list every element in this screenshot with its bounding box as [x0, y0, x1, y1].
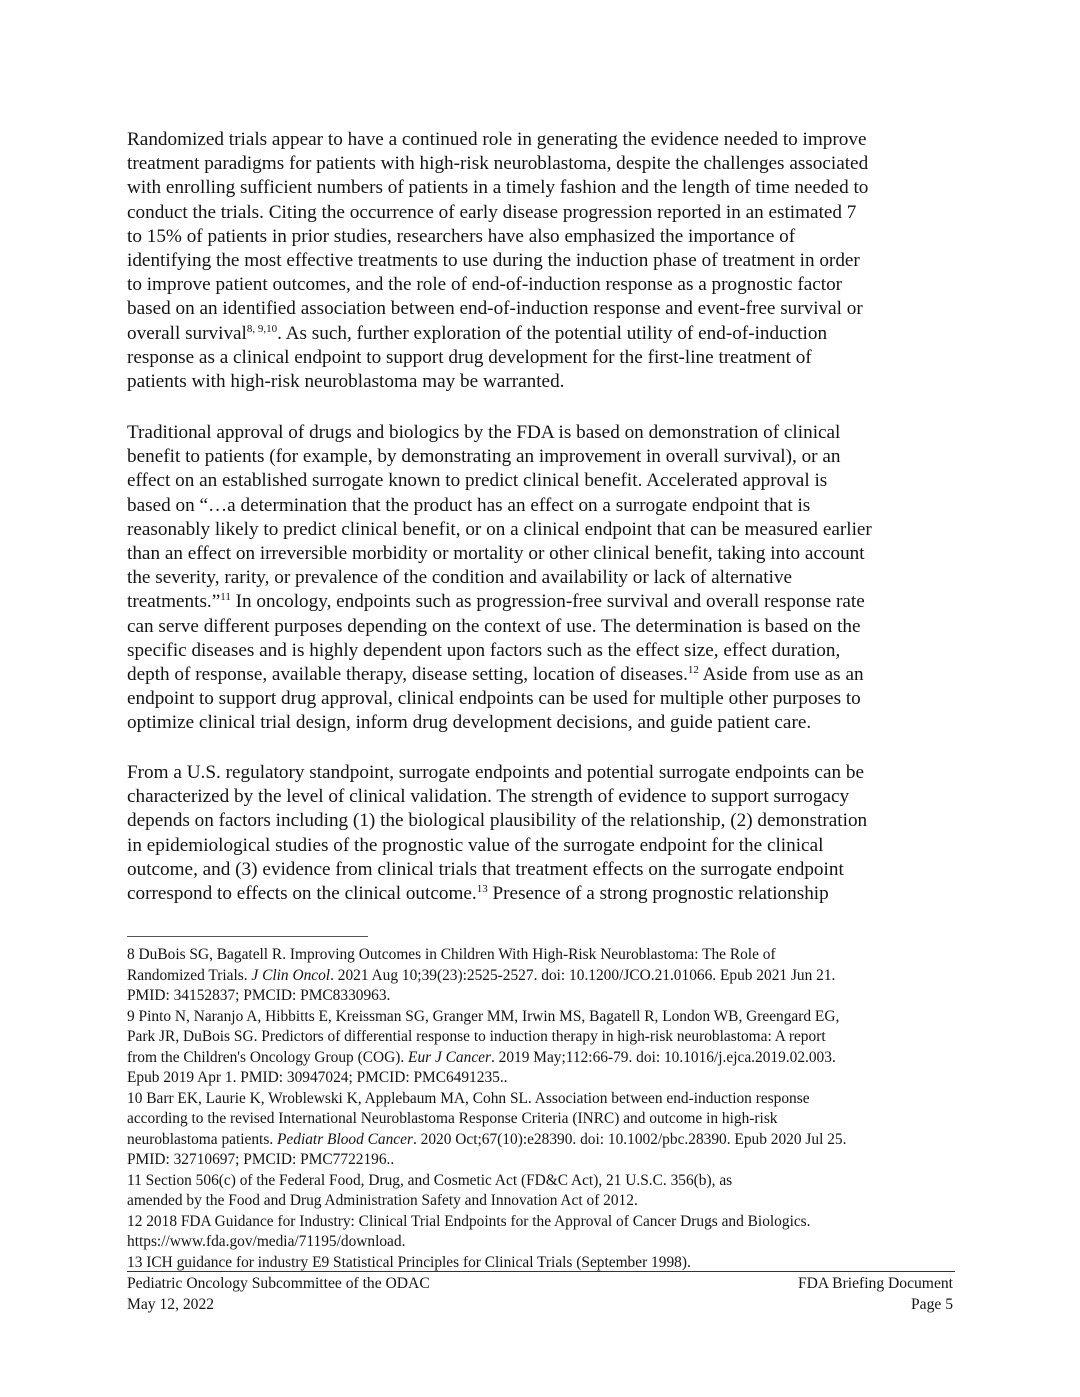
- footnote-line: amended by the Food and Drug Administration Safety and Innovation Act of 2012.: [127, 1192, 638, 1209]
- footnote-ref-8-9-10[interactable]: 8, 9,10: [246, 322, 278, 335]
- footnote-line: 11 Section 506(c) of the Federal Food, Drug, and Cosmetic Act (FD&C Act), 21 U.S.C. 356(b), as: [127, 1171, 733, 1189]
- footer-committee: Pediatric Oncology Subcommittee of the ODAC: [127, 1275, 430, 1292]
- text-line: effect on an established surrogate known to predict clinical benefit. Accelerated approval is: [127, 470, 828, 492]
- text-line: response as a clinical endpoint to support drug development for the first-line treatment of: [127, 346, 812, 368]
- text-line: specific diseases and is highly dependent upon factors such as the effect size, effect duration,: [127, 639, 841, 661]
- footer-document-type: FDA Briefing Document: [797, 1275, 953, 1292]
- text-line: patients with high-risk neuroblastoma may be warranted.: [127, 370, 565, 392]
- footer-date: May 12, 2022: [127, 1295, 215, 1313]
- footnote-line: according to the revised International Neuroblastoma Response Criteria (INRC) and outcome in high-risk: [127, 1110, 778, 1127]
- text-line: [127, 322, 957, 346]
- paragraph-randomized-trials: [127, 128, 957, 394]
- text-line: identifying the most effective treatments to use during the induction phase of treatment in order: [127, 249, 860, 271]
- text-line: [127, 882, 957, 906]
- text-run: . 2020 Oct;67(10):e28390. doi: 10.1002/pbc.28390. Epub 2020 Jul 25.: [412, 1130, 847, 1148]
- footnote-9: [127, 1007, 957, 1089]
- text-run: depth of response, available therapy, disease setting, location of diseases.: [127, 663, 688, 685]
- text-run: Presence of a strong prognostic relationship: [487, 882, 829, 904]
- footnote-ref-13[interactable]: 13: [476, 882, 488, 895]
- text-line: to 15% of patients in prior studies, researchers have also emphasized the importance of: [127, 225, 796, 247]
- text-line: conduct the trials. Citing the occurrence of early disease progression reported in an estimated 7: [127, 201, 857, 223]
- text-line: based on an identified association between end-of-induction response and event-free survival or: [127, 298, 863, 320]
- footnote-line: Epub 2019 Apr 1. PMID: 30947024; PMCID: PMC6491235..: [127, 1069, 508, 1086]
- footnote-line: [127, 1048, 957, 1069]
- text-run: correspond to effects on the clinical outcome.: [127, 882, 477, 904]
- text-line: can serve different purposes depending on the context of use. The determination is based on the: [127, 615, 861, 637]
- text-line: Traditional approval of drugs and biologics by the FDA is based on demonstration of clinical: [127, 422, 841, 443]
- text-line: [127, 590, 957, 614]
- text-line: Randomized trials appear to have a continued role in generating the evidence needed to improve: [127, 129, 867, 150]
- text-line: characterized by the level of clinical validation. The strength of evidence to support surrogacy: [127, 786, 850, 808]
- footnote-line: 10 Barr EK, Laurie K, Wroblewski K, Applebaum MA, Cohn SL. Association between end-induction response: [127, 1089, 810, 1107]
- footnote-line: 9 Pinto N, Naranjo A, Hibbitts E, Kreissman SG, Granger MM, Irwin MS, Bagatell R, London WB, Greengard EG,: [127, 1007, 840, 1025]
- text-run: neuroblastoma patients.: [127, 1130, 278, 1148]
- paragraph-traditional-approval: [127, 421, 957, 735]
- text-line: endpoint to support drug approval, clinical endpoints can be used for multiple other purposes to: [127, 688, 861, 710]
- footnote-link[interactable]: https://www.fda.gov/media/71195/download.: [127, 1233, 406, 1250]
- footnote-line: 13 ICH guidance for industry E9 Statistical Principles for Clinical Trials (September 1998).: [127, 1253, 691, 1271]
- footnote-11: [127, 1171, 957, 1212]
- footnote-ref-11[interactable]: 11: [220, 591, 231, 604]
- text-line: in epidemiological studies of the prognostic value of the surrogate endpoint for the clinical: [127, 834, 824, 856]
- text-line: optimize clinical trial design, inform drug development decisions, and guide patient care.: [127, 712, 812, 734]
- footnote-8: [127, 945, 957, 1007]
- footnote-line: 12 2018 FDA Guidance for Industry: Clinical Trial Endpoints for the Approval of Cancer Drugs and Biologics.: [127, 1212, 811, 1230]
- text-run: Aside from use as an: [698, 663, 864, 685]
- footnotes: [127, 945, 957, 1273]
- footnote-line: PMID: 32710697; PMCID: PMC7722196..: [127, 1151, 395, 1168]
- text-line: depends on factors including (1) the biological plausibility of the relationship, (2) demonstration: [127, 810, 868, 832]
- text-run: . 2019 May;112:66-79. doi: 10.1016/j.ejca.2019.02.003.: [490, 1048, 836, 1066]
- text-line: than an effect on irreversible morbidity or mortality or other clinical benefit, taking into account: [127, 542, 865, 564]
- footnote-line: Park JR, DuBois SG. Predictors of differential response to induction therapy in high-risk neuroblastoma: A report: [127, 1028, 826, 1045]
- text-run: . 2021 Aug 10;39(23):2525-2527. doi: 10.1200/JCO.21.01066. Epub 2021 Jun 21.: [330, 966, 836, 984]
- text-run: overall survival: [127, 322, 247, 344]
- text-run: In oncology, endpoints such as progression-free survival and overall response rate: [230, 591, 865, 613]
- footnote-10: [127, 1089, 957, 1171]
- text-line: the severity, rarity, or prevalence of the condition and availability or lack of alternative: [127, 567, 793, 589]
- text-line: From a U.S. regulatory standpoint, surrogate endpoints and potential surrogate endpoints can be: [127, 762, 864, 783]
- footer-separator: [127, 1271, 955, 1272]
- footnote-line: PMID: 34152837; PMCID: PMC8330963.: [127, 987, 391, 1004]
- text-run: from the Children's Oncology Group (COG).: [127, 1048, 409, 1066]
- page-number: Page 5: [910, 1295, 953, 1313]
- footnote-line: [127, 1130, 957, 1151]
- text-run: treatments.”: [127, 591, 221, 613]
- journal-title: Eur J Cancer: [408, 1048, 491, 1066]
- text-line: with enrolling sufficient numbers of patients in a timely fashion and the length of time needed to: [127, 177, 869, 199]
- text-line: to improve patient outcomes, and the role of end-of-induction response as a prognostic factor: [127, 274, 843, 296]
- text-line: treatment paradigms for patients with high-risk neuroblastoma, despite the challenges associated: [127, 153, 869, 175]
- footnote-ref-12[interactable]: 12: [687, 663, 699, 676]
- text-line: based on “…a determination that the product has an effect on a surrogate endpoint that is: [127, 494, 811, 516]
- text-run: . As such, further exploration of the potential utility of end-of-induction: [277, 322, 828, 344]
- page-footer: [127, 1274, 953, 1315]
- text-line: [127, 663, 957, 687]
- text-line: outcome, and (3) evidence from clinical trials that treatment effects on the surrogate endpoint: [127, 858, 844, 880]
- paragraph-regulatory-standpoint: [127, 761, 957, 906]
- journal-title: Pediatr Blood Cancer: [277, 1130, 413, 1148]
- text-line: benefit to patients (for example, by demonstrating an improvement in overall survival), or an: [127, 446, 841, 468]
- footnote-13: [127, 1253, 957, 1274]
- text-line: reasonably likely to predict clinical benefit, or on a clinical endpoint that can be measured earlier: [127, 518, 872, 540]
- footnote-12: [127, 1212, 957, 1253]
- text-run: Randomized Trials.: [127, 966, 252, 984]
- journal-title: J Clin Oncol: [251, 966, 331, 984]
- footnote-line: [127, 966, 957, 987]
- footnote-separator: [127, 936, 368, 937]
- footnote-line: 8 DuBois SG, Bagatell R. Improving Outcomes in Children With High-Risk Neuroblastoma: The Role of: [127, 946, 776, 963]
